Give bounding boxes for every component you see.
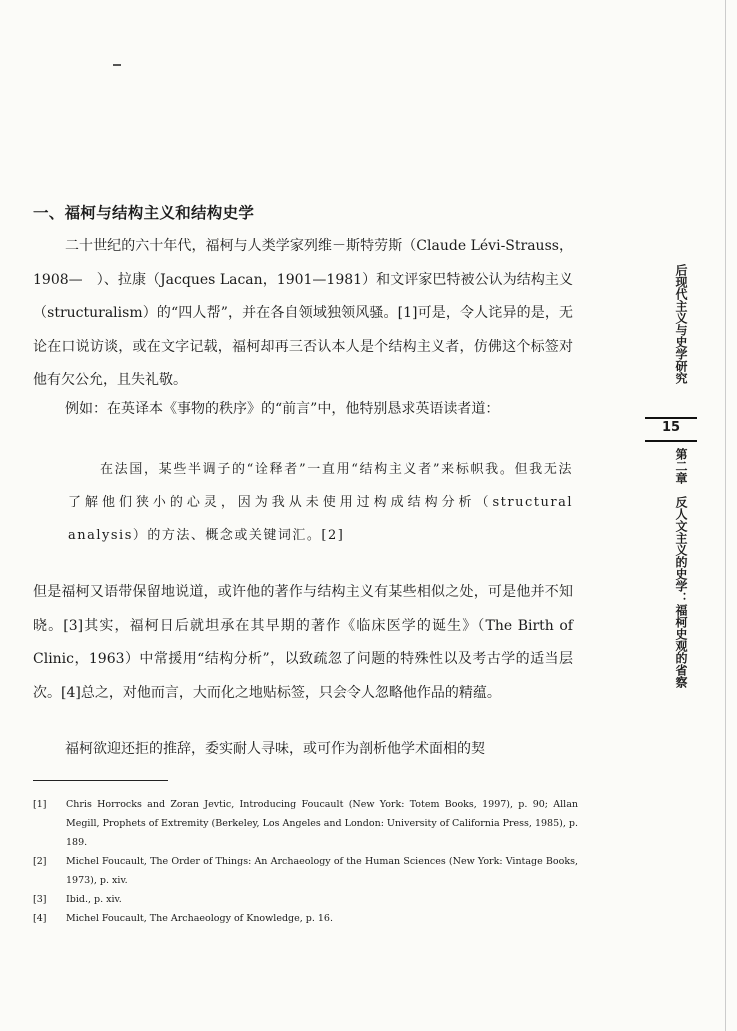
footnote-rule	[33, 780, 168, 781]
footnote-text: Chris Horrocks and Zoran Jevtic, Introducing Foucault (New York: Totem Books, 1997), p. 90; Allan Megill, Prophets of Extremity (Berkeley, Los Angeles and London: University of California Press, 1985), p. 189.	[66, 799, 578, 848]
running-head-book-title: 后现代主义与史学研究	[674, 264, 688, 384]
footnote-number: [1]	[33, 799, 47, 810]
block-quote: 在法国，某些半调子的“诠释者”一直用“结构主义者”来标帜我。但我无法了解他们狭小的心灵，因为我从未使用过构成结构分析（structural analysis）的方法、概念或关键词汇。[2]	[68, 462, 573, 543]
footnote-text: Ibid., p. xiv.	[66, 894, 122, 905]
page-edge	[725, 0, 726, 1031]
footnote-text: Michel Foucault, The Order of Things: An Archaeology of the Human Sciences (New York: Vintage Books, 1973), p. xiv.	[66, 856, 578, 886]
footnote-3	[33, 890, 578, 909]
paragraph-4: 福柯欲迎还拒的推辞，委实耐人寻味，或可作为剖析他学术面相的契	[65, 741, 485, 757]
footnote-4	[33, 909, 578, 928]
paragraph-1: 二十世纪的六十年代，福柯与人类学家列维－斯特劳斯（Claude Lévi-Strauss，1908— ）、拉康（Jacques Lacan，1901—1981）和文评家巴特被公认为结构主义（structuralism）的“四人帮”，并在各自领域独领风骚。[1]可是，令人诧异的是，无论在口说访谈，或在文字记载，福柯却再三否认本人是个结构主义者，仿佛这个标签对他有欠公允，且失礼敬。	[33, 238, 573, 388]
footnote-number: [3]	[33, 894, 47, 905]
scan-speck	[113, 64, 121, 66]
footnote-2	[33, 852, 578, 890]
page-number: 15	[661, 420, 681, 435]
footnotes	[33, 795, 578, 928]
footnote-number: [4]	[33, 913, 47, 924]
footnote-number: [2]	[33, 856, 47, 867]
section-heading: 一、福柯与结构主义和结构史学	[33, 204, 255, 222]
running-head-rule-bottom	[645, 440, 697, 442]
paragraph-3: 但是福柯又语带保留地说道，或许他的著作与结构主义有某些相似之处，可是他并不知晓。[3]其实，福柯日后就坦承在其早期的著作《临床医学的诞生》（The Birth of Clinic，1963）中常援用“结构分析”，以致疏忽了问题的特殊性以及考古学的适当层次。[4]总之，对他而言，大而化之地贴标签，只会令人忽略他作品的精蕴。	[33, 584, 573, 701]
footnote-text: Michel Foucault, The Archaeology of Knowledge, p. 16.	[66, 913, 333, 924]
running-head-rule-top	[645, 417, 697, 419]
paragraph-2: 例如：在英译本《事物的秩序》的“前言”中，他特别恳求英语读者道：	[65, 401, 500, 417]
running-head-chapter-title: 第二章 反人文主义的史学：福柯史观的省察	[674, 448, 688, 688]
footnote-1	[33, 795, 578, 852]
